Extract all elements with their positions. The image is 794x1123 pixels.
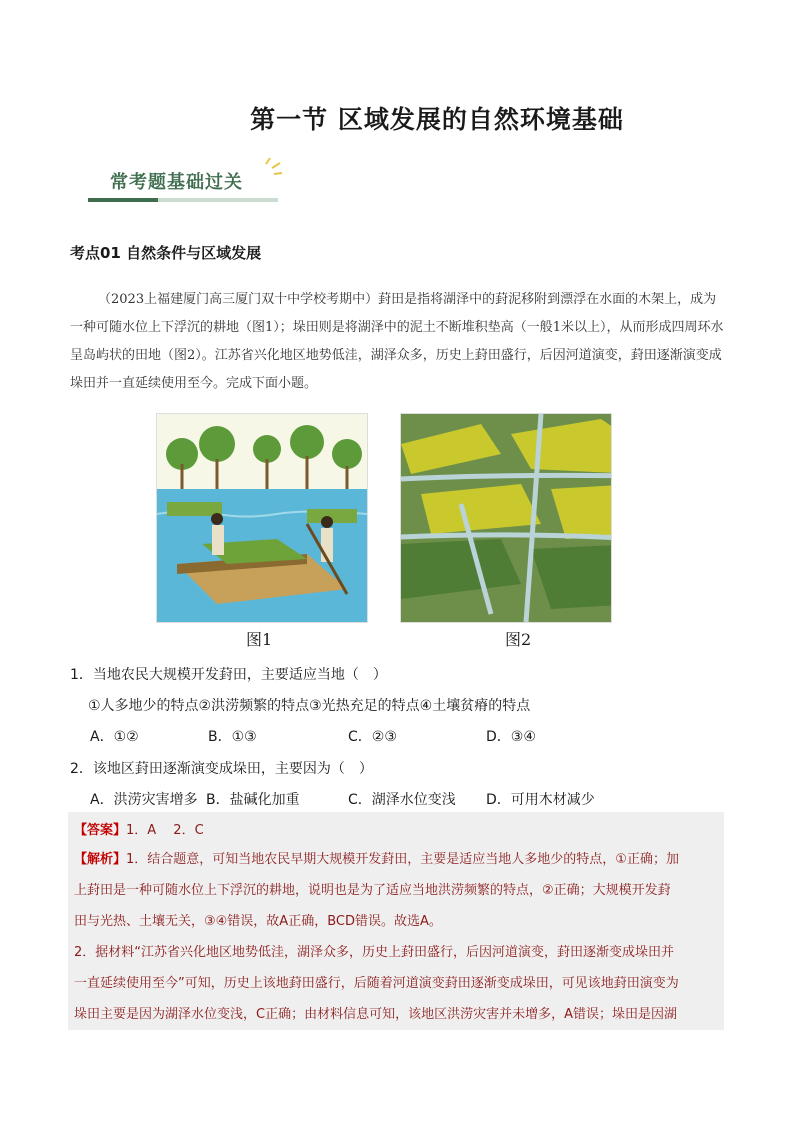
question-1-option-b: B．①③ <box>208 729 257 745</box>
section-heading: 考点01 自然条件与区域发展 <box>70 244 262 262</box>
question-1-stem: 1．当地农民大规模开发葑田，主要适应当地（ ） <box>70 667 387 683</box>
question-2-stem: 2．该地区葑田逐渐演变成垛田，主要因为（ ） <box>70 761 373 777</box>
figure-2-caption: 图2 <box>505 630 532 649</box>
analysis-label: 【解析】 <box>74 852 127 867</box>
island-fields-aerial-photo-icon <box>401 414 612 622</box>
analysis-line-1 <box>74 844 724 875</box>
analysis-line-6: 垛田主要是因为湖泽水位变浅，C正确；由材料信息可知，该地区洪涝灾害并未增多，A错误；垛田是因湖 <box>74 1007 677 1022</box>
floating-field-illustration-icon <box>157 414 367 622</box>
banner-label: 常考题基础过关 <box>110 172 243 193</box>
question-2-option-d: D．可用木材减少 <box>486 792 595 808</box>
analysis-text-1: 1．结合题意，可知当地农民早期大规模开发葑田，主要是适应当地人多地少的特点，①正确；加 <box>126 852 679 867</box>
analysis-line-4: 2．据材料“江苏省兴化地区地势低洼，湖泽众多，历史上葑田盛行，后因河道演变，葑田逐渐变成垛田并 <box>74 945 675 960</box>
question-2-option-c: C．湖泽水位变浅 <box>348 792 456 808</box>
question-1-option-c: C．②③ <box>348 729 397 745</box>
question-2-option-a: A．洪涝灾害增多 <box>90 792 198 808</box>
figure-1-caption: 图1 <box>246 630 273 649</box>
question-1-statements: ①人多地少的特点②洪涝频繁的特点③光热充足的特点④土壤贫瘠的特点 <box>88 698 531 714</box>
analysis-line-3: 田与光热、土壤无关，③④错误，故A正确，BCD错误。故选A。 <box>74 914 442 929</box>
figure-1-image <box>156 413 368 623</box>
page-title: 第一节 区域发展的自然环境基础 <box>250 105 624 134</box>
analysis-line-5: 一直延续使用至今”可知，历史上该地葑田盛行，后随着河道演变葑田逐渐变成垛田，可见该地葑田演变为 <box>74 976 679 991</box>
question-1-option-d: D．③④ <box>486 729 536 745</box>
passage-text: （2023上福建厦门高三厦门双十中学校考期中）葑田是指将湖泽中的葑泥移附到漂浮在水面的木架上，成为一种可随水位上下浮沉的耕地（图1）；垛田则是将湖泽中的泥土不断堆积垫高（一般1米以上），从而形成四周环水呈岛屿状的田地（图2）。江苏省兴化地区地势低洼，湖泽众多，历史上葑田盛行，后因河道演变，葑田逐渐演变成垛田并一直延续使用至今。完成下面小题。 <box>70 292 724 391</box>
answer-label: 【答案】 <box>74 823 127 838</box>
answer-text: 1．A 2．C <box>126 823 204 838</box>
question-2-option-b: B．盐碱化加重 <box>206 792 300 808</box>
question-1-option-a: A．①② <box>90 729 139 745</box>
answer-line <box>74 819 204 838</box>
analysis-line-2: 上葑田是一种可随水位上下浮沉的耕地，说明也是为了适应当地洪涝频繁的特点，②正确；大规模开发葑 <box>74 883 671 898</box>
figure-2-image <box>400 413 612 623</box>
